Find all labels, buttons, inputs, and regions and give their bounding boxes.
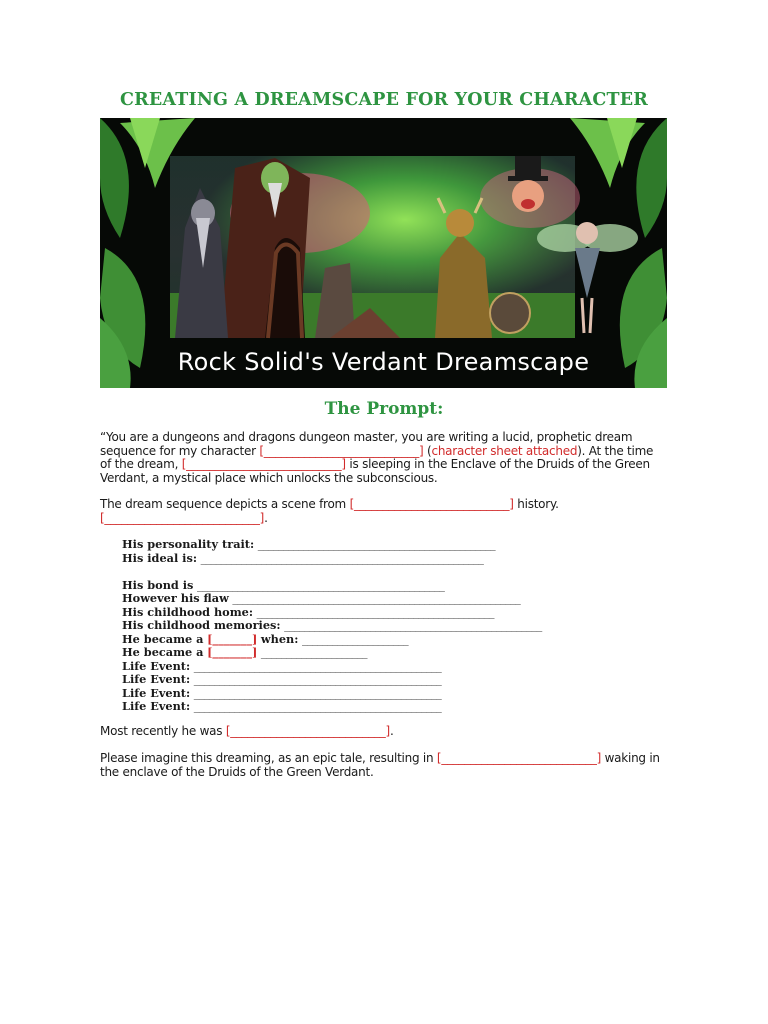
- character-blank: [___________________________]: [259, 443, 424, 458]
- scene-text: history.: [513, 497, 559, 511]
- field-childhood-home: [122, 606, 682, 620]
- field-bond: [122, 579, 682, 593]
- intro-text: (: [423, 443, 432, 458]
- became-blank: [_______]: [207, 645, 258, 659]
- intro-text: is sleeping in the Enclave of the Druids of the Green Verdant, a mystical place which unlocks the subconscious.: [100, 457, 650, 485]
- closing-paragraph: [100, 752, 660, 779]
- field-childhood-memories: [122, 619, 682, 633]
- field-life-event: [122, 700, 682, 714]
- field-line: _______________________________________________: [256, 605, 494, 619]
- field-line: _________________________________________________: [193, 673, 442, 686]
- field-line: _________________________________________________: [196, 578, 445, 592]
- field-label: His childhood memories:: [122, 618, 281, 632]
- banner-image: [100, 118, 667, 388]
- field-label: Life Event:: [122, 658, 191, 673]
- field-label: Life Event:: [122, 685, 191, 700]
- field-flaw: [122, 592, 682, 606]
- field-label: However his flaw: [122, 591, 229, 605]
- field-ideal: [122, 552, 682, 566]
- field-line: _________________________________________________: [193, 659, 442, 673]
- field-line: _____________________: [260, 646, 367, 659]
- closing-text: waking in the enclave of the Druids of the Green Verdant.: [100, 751, 660, 779]
- became-blank: [_______]: [207, 631, 258, 646]
- recent-text: .: [389, 724, 394, 738]
- field-label: His bond is: [122, 577, 194, 592]
- character-fields: [122, 538, 682, 714]
- intro-paragraph: [100, 431, 660, 485]
- section-heading: The Prompt:: [324, 399, 444, 419]
- field-personality-trait: [122, 538, 682, 552]
- recent-text: Most recently he was: [100, 724, 226, 738]
- intro-text: ). At the time of the dream,: [100, 443, 654, 472]
- field-line: _________________________________________________: [193, 686, 442, 700]
- attached-note: character sheet attached: [431, 443, 578, 458]
- field-became: [122, 646, 682, 660]
- field-label: His childhood home:: [122, 604, 254, 619]
- field-label: Life Event:: [122, 672, 191, 686]
- banner-caption: Rock Solid's Verdant Dreamscape: [177, 348, 590, 376]
- recent-blank: [___________________________]: [225, 724, 390, 738]
- scene-text: .: [264, 510, 268, 525]
- field-line: _________________________________________________________: [232, 592, 521, 605]
- field-line: ________________________________________________________: [200, 551, 484, 565]
- field-became-when: [122, 633, 682, 647]
- field-label: when:: [260, 631, 299, 646]
- field-label: Life Event:: [122, 699, 191, 713]
- field-label: He became a: [122, 645, 204, 659]
- field-label: His ideal is:: [122, 550, 198, 565]
- closing-blank: [___________________________]: [436, 751, 602, 765]
- intro-text: “You are a dungeons and dragons dungeon master, you are writing a lucid, prophetic dream sequence for my character: [100, 430, 633, 458]
- scene-blank: [___________________________]: [349, 497, 514, 511]
- field-line: _________________________________________________: [193, 700, 442, 713]
- character-blank: [___________________________]: [181, 457, 346, 472]
- field-life-event: [122, 673, 682, 687]
- field-line: _______________________________________________: [257, 538, 496, 551]
- field-label: He became a: [122, 631, 204, 646]
- scene-text: The dream sequence depicts a scene from: [100, 497, 350, 511]
- page-title: CREATING A DREAMSCAPE FOR YOUR CHARACTER: [119, 90, 649, 110]
- field-life-event: [122, 687, 682, 701]
- field-life-event: [122, 660, 682, 674]
- field-line: ___________________________________________________: [284, 619, 542, 632]
- recent-paragraph: [100, 725, 660, 739]
- closing-text: Please imagine this dreaming, as an epic tale, resulting in: [100, 751, 437, 765]
- scene-paragraph: [100, 498, 660, 525]
- scene-blank: [___________________________]: [100, 510, 265, 525]
- field-line: _____________________: [302, 632, 409, 646]
- field-label: His personality trait:: [122, 537, 255, 551]
